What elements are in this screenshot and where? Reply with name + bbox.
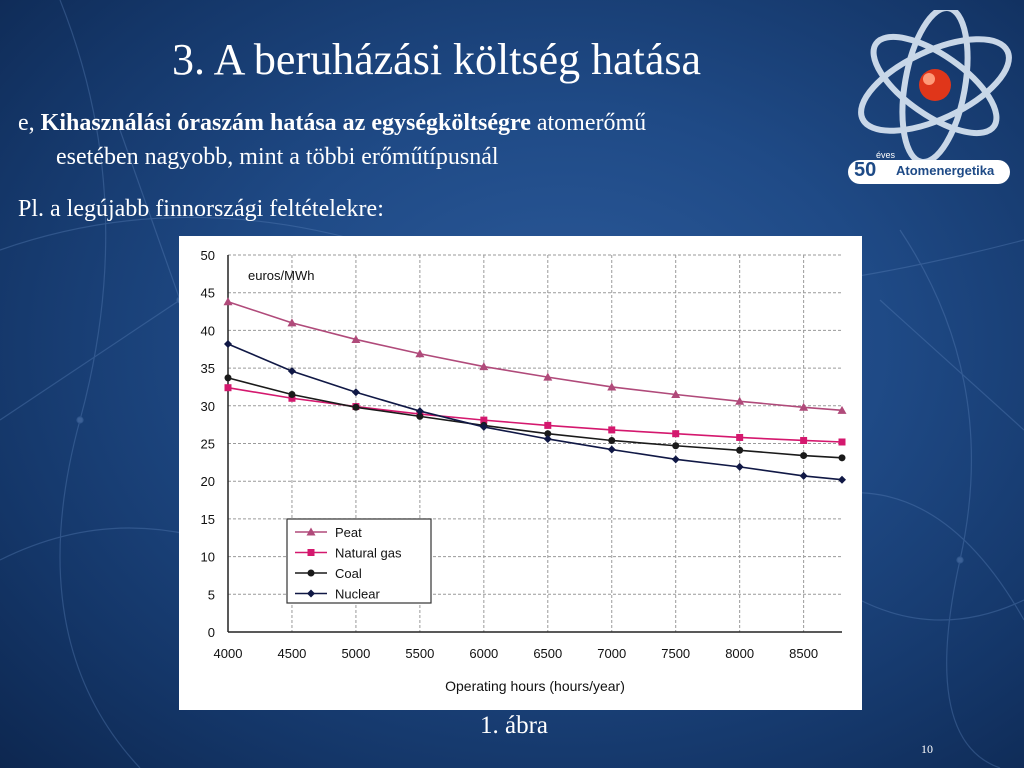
y-tick-label: 50: [200, 248, 215, 263]
data-point-nuclear: [736, 463, 744, 471]
series-line-nuclear: [228, 344, 842, 480]
bullet-example: Pl. a legújabb finnországi feltételekre:: [18, 196, 384, 222]
legend-label-natural-gas: Natural gas: [335, 545, 402, 561]
figure-caption: 1. ábra: [480, 712, 549, 739]
legend-label-coal: Coal: [335, 566, 362, 581]
data-point-coal: [672, 442, 679, 449]
slide-title: 3. A beruházási költség hatása: [172, 35, 702, 84]
data-point-natural-gas: [225, 384, 232, 391]
y-tick-label: 35: [200, 361, 215, 377]
bullet-utilization: [18, 106, 918, 174]
data-point-nuclear: [800, 472, 808, 480]
bullet-prefix: e,: [18, 110, 41, 136]
line-chart: [179, 236, 862, 710]
data-point-coal: [288, 391, 295, 398]
data-point-nuclear: [608, 446, 616, 454]
x-tick-label: 5000: [341, 646, 371, 661]
x-tick-label: 5500: [405, 646, 435, 661]
x-tick-label: 6500: [533, 646, 563, 661]
data-point-natural-gas: [736, 434, 743, 441]
data-point-coal: [839, 454, 846, 461]
data-point-nuclear: [224, 340, 232, 348]
data-point-nuclear: [838, 476, 846, 484]
y-tick-label: 0: [207, 625, 215, 640]
series-line-coal: [228, 378, 842, 458]
y-tick-label: 40: [200, 323, 215, 339]
logo-number: 50: [854, 159, 877, 181]
x-tick-label: 7500: [661, 646, 691, 661]
data-point-natural-gas: [608, 426, 615, 433]
y-tick-label: 10: [200, 549, 215, 565]
x-tick-label: 4500: [277, 646, 307, 661]
series-line-peat: [228, 302, 842, 411]
x-tick-label: 8500: [789, 646, 819, 661]
legend-label-peat: Peat: [335, 525, 362, 540]
data-point-coal: [352, 404, 359, 411]
y-tick-label: 25: [200, 436, 215, 452]
x-tick-label: 4000: [213, 646, 243, 661]
logo-wordmark: Atomenergetika: [896, 163, 995, 178]
x-tick-label: 7000: [597, 646, 627, 661]
y-tick-label: 20: [200, 474, 215, 490]
bullet-rest-text: atomerőmű: [530, 110, 647, 136]
y-tick-label: 45: [200, 285, 215, 301]
chart-figure: [179, 236, 862, 710]
series-line-natural-gas: [228, 388, 842, 442]
x-tick-label: 8000: [725, 646, 755, 661]
x-tick-label: 6000: [469, 646, 499, 661]
data-point-nuclear: [544, 435, 552, 443]
x-axis-title: Operating hours (hours/year): [445, 678, 625, 694]
data-point-nuclear: [672, 455, 680, 463]
y-tick-label: 30: [200, 398, 215, 414]
unit-label: euros/MWh: [248, 268, 315, 283]
data-point-natural-gas: [800, 437, 807, 444]
data-point-natural-gas: [672, 430, 679, 437]
data-point-natural-gas: [544, 422, 551, 429]
page-number: 10: [921, 742, 933, 756]
bullet-line2: esetében nagyobb, mint a többi erőműtípusnál: [56, 144, 499, 170]
data-point-nuclear: [352, 388, 360, 396]
legend-label-nuclear: Nuclear: [335, 586, 380, 602]
data-point-peat: [224, 297, 233, 305]
data-point-coal: [736, 447, 743, 454]
y-tick-label: 5: [207, 587, 215, 603]
data-point-coal: [800, 452, 807, 459]
data-point-natural-gas: [839, 438, 846, 445]
bullet-bold-text: Kihasználási óraszám hatása az egységköltségre: [40, 110, 531, 136]
legend-marker-natural-gas: [308, 549, 315, 556]
data-point-coal: [225, 374, 232, 381]
data-point-coal: [608, 437, 615, 444]
logo-small-text: éves: [876, 150, 896, 160]
legend-marker-coal: [308, 570, 315, 577]
y-tick-label: 15: [200, 511, 215, 527]
